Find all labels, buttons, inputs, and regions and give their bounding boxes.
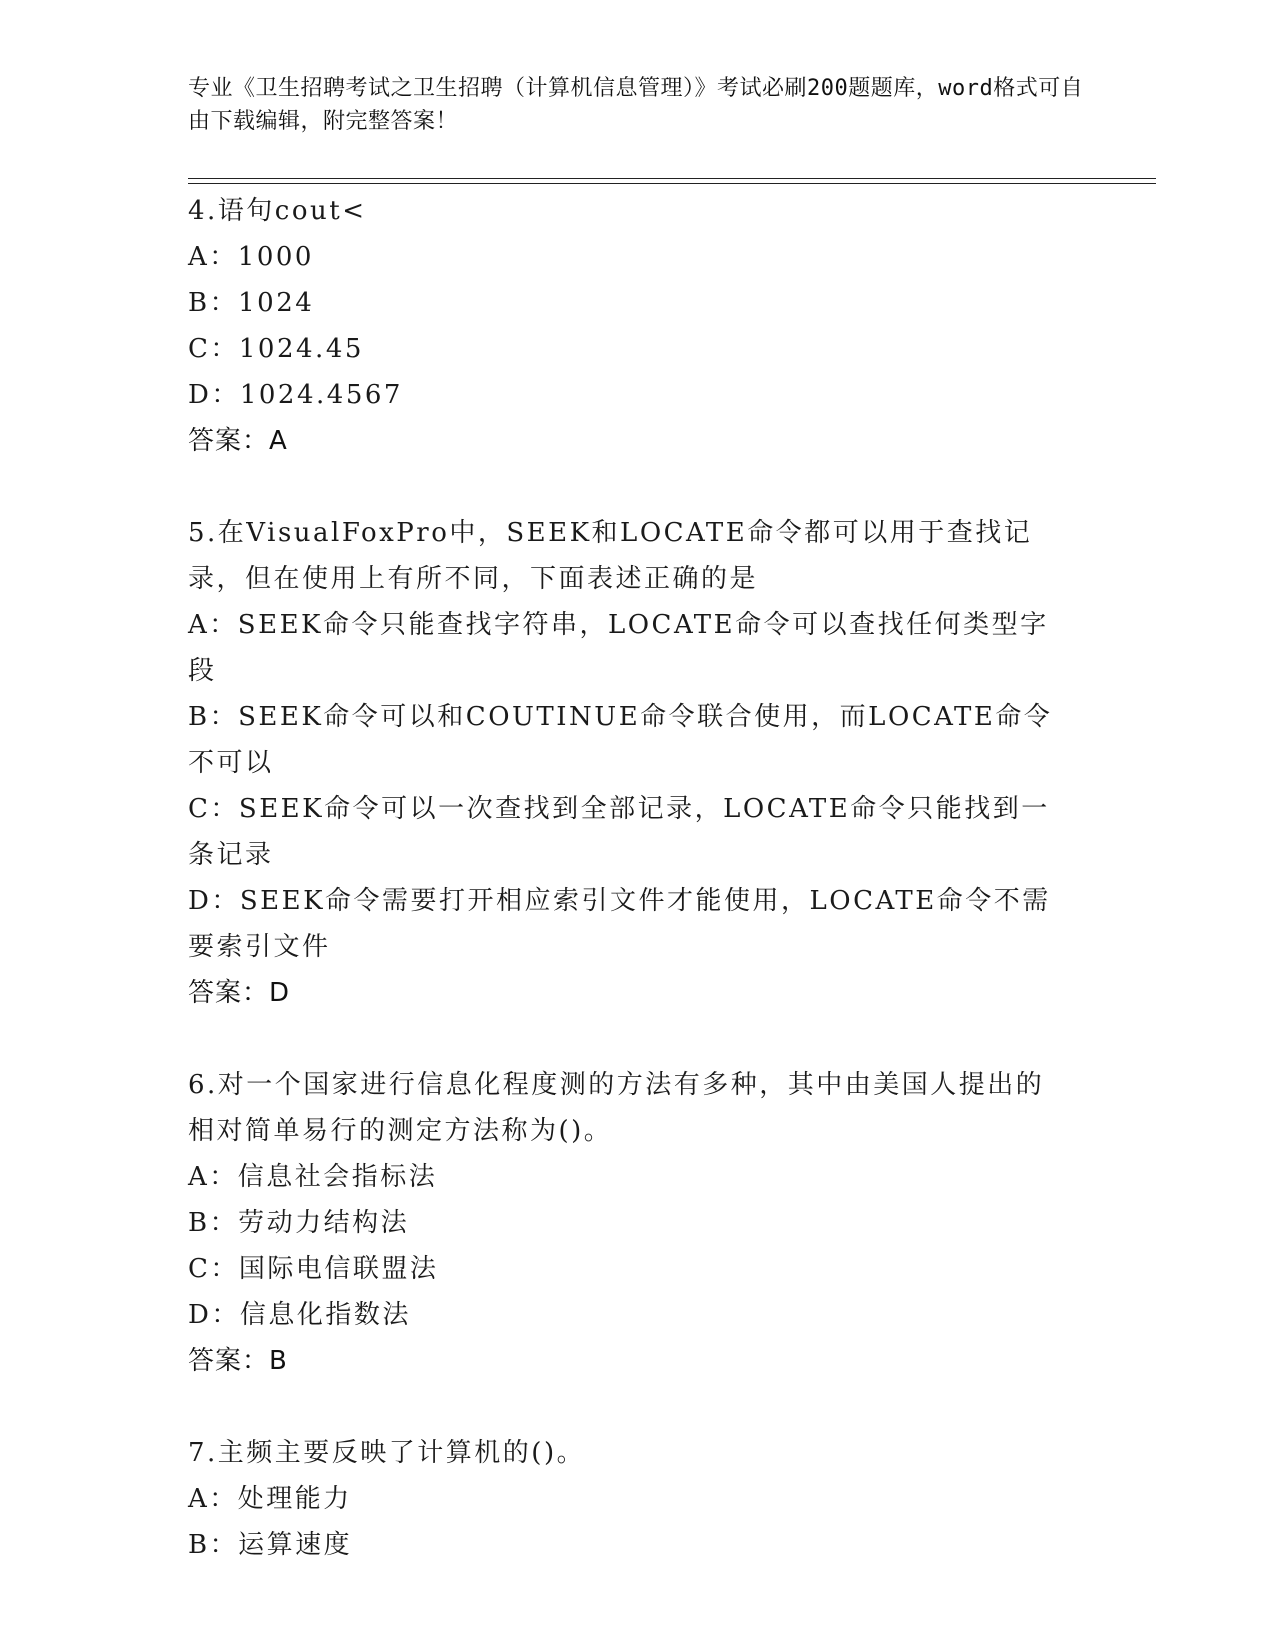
answer: 答案：B: [188, 1346, 288, 1376]
option-b: B：SEEK命令可以和COUTINUE命令联合使用，而LOCATE命令不可以: [188, 702, 1053, 778]
option-b: B：1024: [188, 288, 315, 318]
option-b: B：运算速度: [188, 1530, 353, 1560]
option-d: D：SEEK命令需要打开相应索引文件才能使用，LOCATE命令不需要索引文件: [188, 886, 1051, 962]
option-b: B：劳动力结构法: [188, 1208, 410, 1238]
question-text: 6.对一个国家进行信息化程度测的方法有多种，其中由美国人提出的相对简单易行的测定方法称为()。: [188, 1070, 1045, 1146]
question-5: [188, 510, 1068, 1016]
option-d: D：1024.4567: [188, 380, 403, 410]
document-header: 专业《卫生招聘考试之卫生招聘（计算机信息管理）》考试必刷200题题库，word格式可自由下载编辑，附完整答案！: [188, 76, 1084, 134]
option-c: C：SEEK命令可以一次查找到全部记录，LOCATE命令只能找到一条记录: [188, 794, 1050, 870]
question-7: [188, 1430, 1068, 1568]
answer: 答案：D: [188, 978, 291, 1008]
question-list: [188, 188, 1068, 1568]
option-d: D：信息化指数法: [188, 1300, 411, 1330]
question-text: 5.在VisualFoxPro中，SEEK和LOCATE命令都可以用于查找记录，但在使用上有所不同，下面表述正确的是: [188, 518, 1033, 594]
option-a: A：1000: [188, 242, 314, 272]
option-c: C：1024.45: [188, 334, 364, 364]
option-a: A：处理能力: [188, 1484, 352, 1514]
question-4: [188, 188, 1068, 464]
answer: 答案：A: [188, 426, 288, 456]
option-a: A：SEEK命令只能查找字符串，LOCATE命令可以查找任何类型字段: [188, 610, 1049, 686]
question-text: 4.语句cout<: [188, 196, 367, 226]
option-a: A：信息社会指标法: [188, 1162, 438, 1192]
question-6: [188, 1062, 1068, 1384]
header-divider-bottom: [188, 183, 1156, 184]
question-text: 7.主频主要反映了计算机的()。: [188, 1438, 586, 1468]
option-c: C：国际电信联盟法: [188, 1254, 439, 1284]
header-divider-top: [188, 178, 1156, 179]
